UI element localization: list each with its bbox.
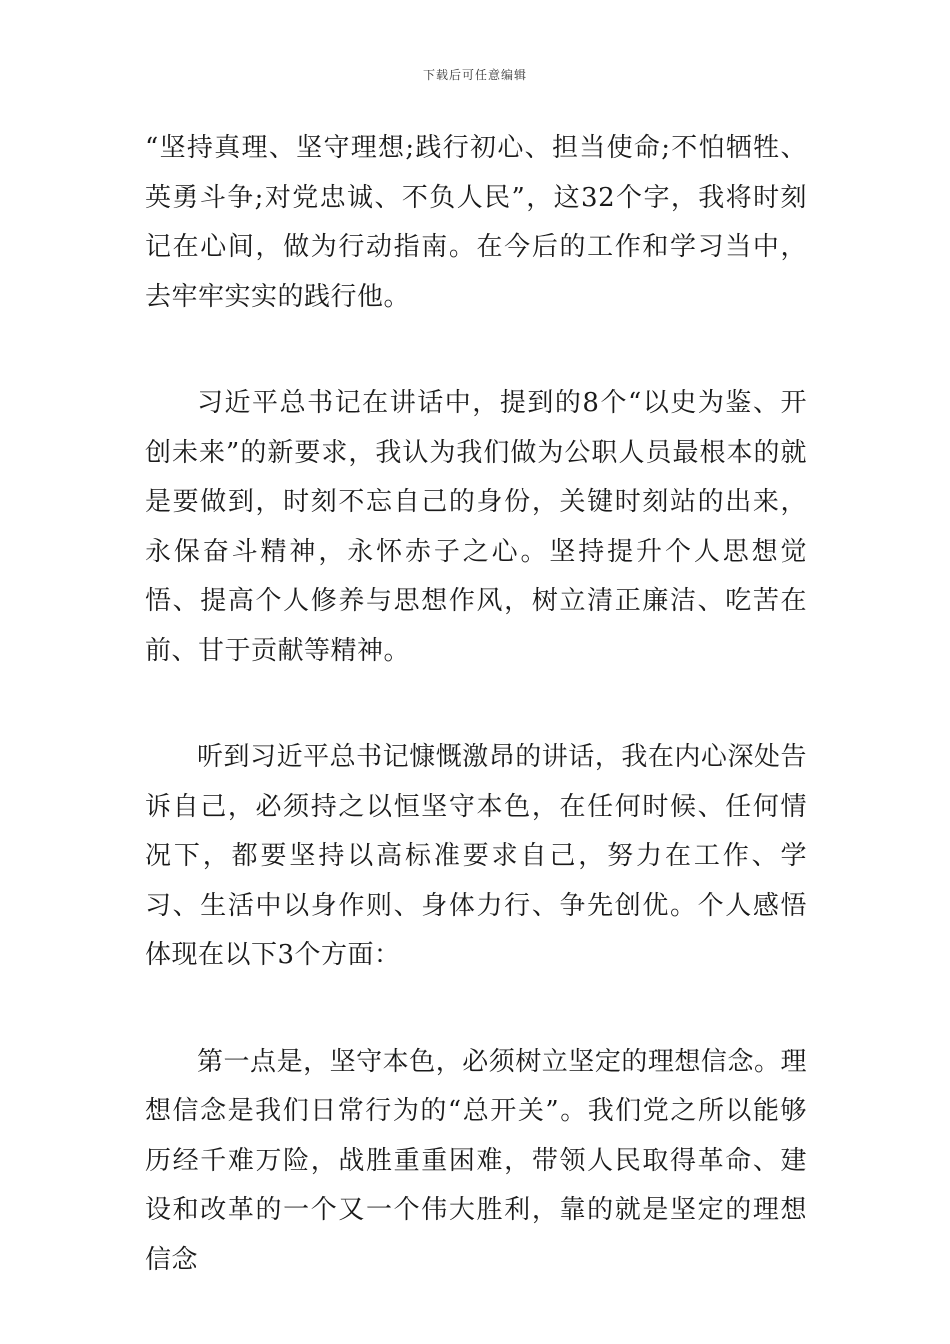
paragraph-4: 第一点是，坚守本色，必须树立坚定的理想信念。理想信念是我们日常行为的“总开关”。我们党之所以能够历经千难万险，战胜重重困难，带领人民取得革命、建设和改革的一个又一个伟大胜利，靠的就是坚定的理想信念	[145, 1046, 807, 1275]
paragraph-3: 听到习近平总书记慷慨激昂的讲话，我在内心深处告诉自己，必须持之以恒坚守本色，在任何时候、任何情况下，都要坚持以高标准要求自己，努力在工作、学习、生活中以身作则、身体力行、争先创优。个人感悟体现在以下3个方面：	[145, 742, 807, 970]
header-note: 下载后可任意编辑	[422, 68, 527, 82]
paragraph-1: “坚持真理、坚守理想;践行初心、担当使命;不怕牺牲、英勇斗争;对党忠诚、不负人民”，这32个字，我将时刻记在心间，做为行动指南。在今后的工作和学习当中，去牢牢实实的践行他。	[145, 133, 807, 312]
paragraph-2: 习近平总书记在讲话中，提到的8个“以史为鉴、开创未来”的新要求，我认为我们做为公职人员最根本的就是要做到，时刻不忘自己的身份，关键时刻站的出来，永保奋斗精神，永怀赤子之心。坚持提升个人思想觉悟、提高个人修养与思想作风，树立清正廉洁、吃苦在前、甘于贡献等精神。	[145, 388, 807, 666]
document-body	[145, 124, 807, 1342]
